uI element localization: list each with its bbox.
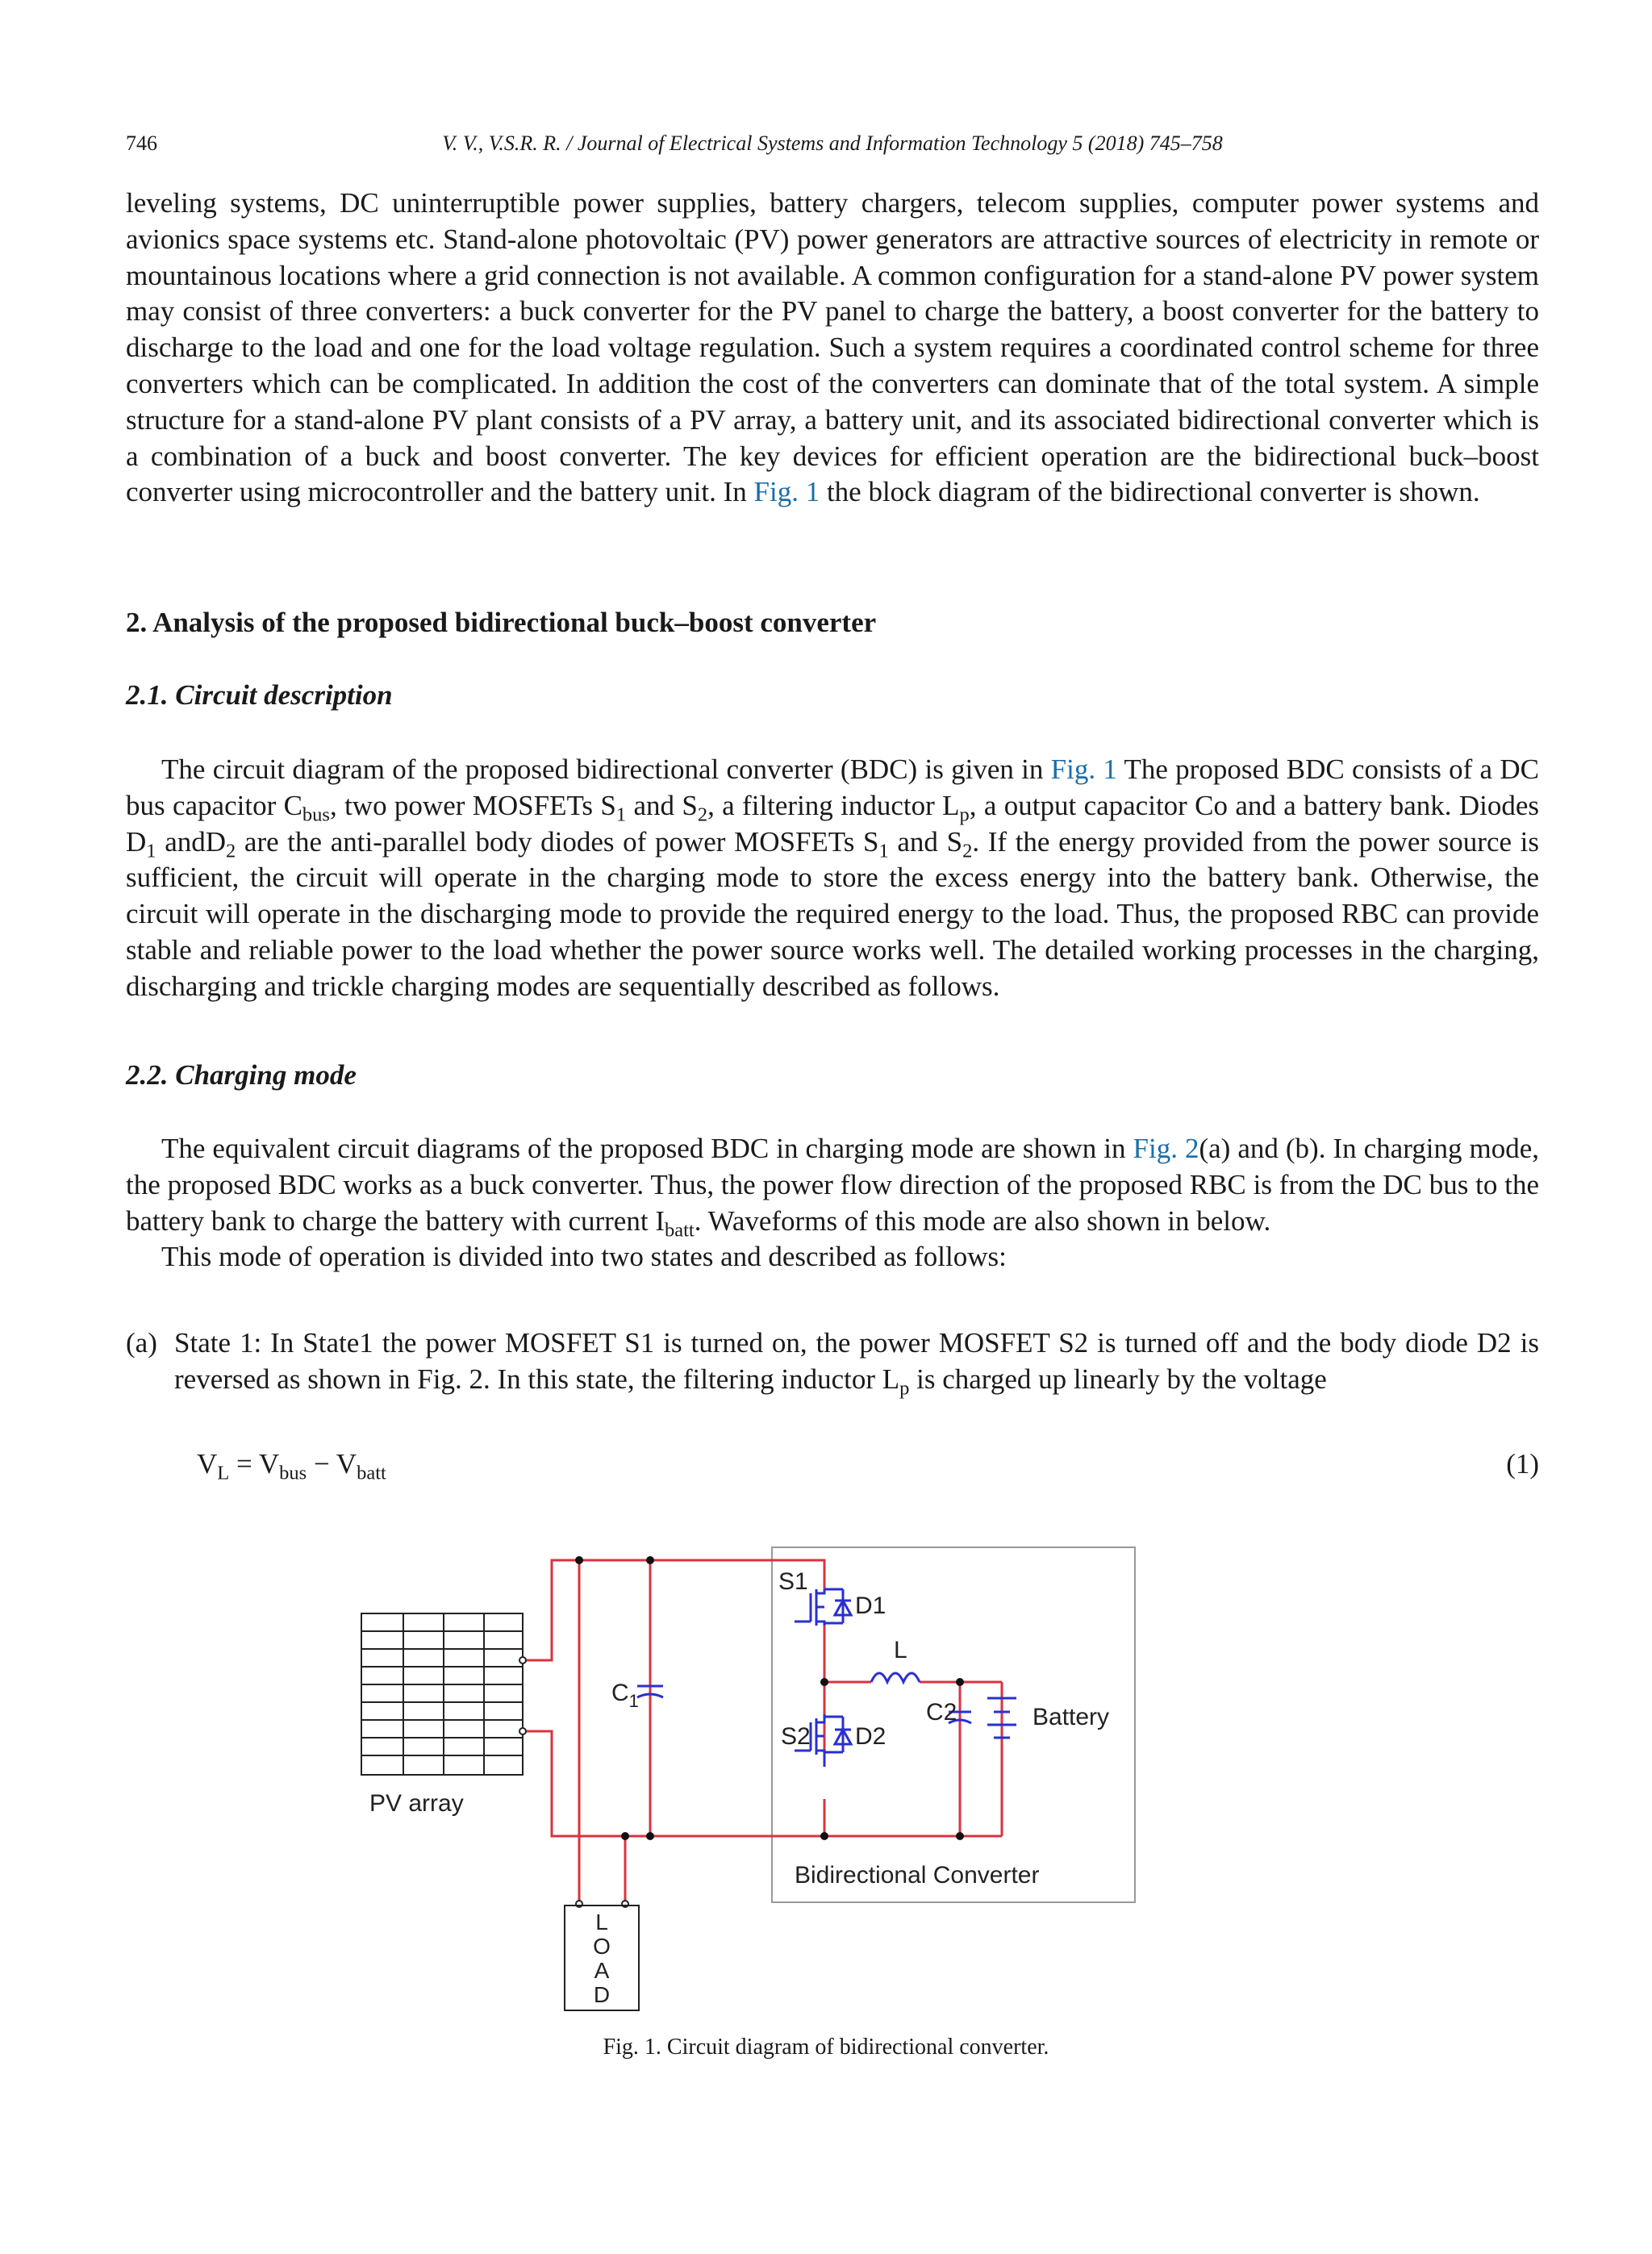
c1-label: $C_1$ — [611, 1680, 639, 1711]
load-letter-2: O — [593, 1934, 611, 1959]
d2-label: D2 — [855, 1723, 886, 1750]
journal-citation: V. V., V.S.R. R. / Journal of Electrical Systems and Information Technology 5 (2018) 745–758 — [442, 131, 1223, 155]
list-label: (a) — [126, 1327, 157, 1359]
battery-label: Battery — [1032, 1704, 1110, 1730]
l-label: L — [894, 1637, 907, 1663]
load-letter-4: D — [593, 1982, 611, 2007]
load-letter-3: A — [594, 1958, 610, 1983]
fig2-link[interactable]: Fig. 2 — [1133, 1133, 1199, 1164]
s2-label: S2 — [781, 1723, 811, 1750]
section-2-2-heading: 2.2. Charging mode — [126, 1059, 357, 1091]
running-header — [126, 131, 1539, 164]
section-2-1-heading: 2.1. Circuit description — [126, 679, 393, 711]
equation-number: (1) — [1506, 1448, 1539, 1480]
circuit-diagram — [339, 1533, 1307, 2049]
c2-label: C2 — [926, 1699, 957, 1726]
list-body: State 1: In State1 the power MOSFET S1 is turned on, the power MOSFET S2 is turned off and the body diode D2 is reversed as shown in Fig. 2. In this state, the filtering inductor $L_p$ is charged up linearly by the voltage — [174, 1327, 1539, 1400]
load-letter-1: L — [595, 1910, 608, 1935]
s1-label: S1 — [778, 1568, 808, 1595]
fig1-link[interactable]: Fig. 1 — [753, 476, 820, 508]
pv-array-label: PV array — [369, 1790, 464, 1817]
d1-label: D1 — [855, 1592, 886, 1619]
fig1-link-2[interactable]: Fig. 1 — [1050, 753, 1117, 785]
charging-mode-paragraph: The equivalent circuit diagrams of the proposed BDC in charging mode are shown in Fig. 2(a) and (b). In charging mode, the proposed BDC works as a buck converter. Thus, the power flow direction of the proposed RBC is from the DC bus to the battery bank to charge the battery with current $I_{batt}$. Waveforms of this mode are also shown in below. — [126, 1133, 1539, 1241]
figure-1 — [339, 1533, 1307, 2049]
mode-states-paragraph: This mode of operation is divided into two states and described as follows: — [161, 1241, 1007, 1272]
inductor-l — [871, 1673, 920, 1682]
section-2-heading: 2. Analysis of the proposed bidirectional buck–boost converter — [126, 607, 877, 638]
converter-label: Bidirectional Converter — [795, 1862, 1040, 1889]
intro-paragraph: leveling systems, DC uninterruptible power supplies, battery chargers, telecom supplies, computer power systems and avionics space systems etc. Stand-alone photovoltaic (PV) power generators are attractive sources of electricity in remote or mountainous locations where a grid connection is not available. A common configuration for a stand-alone PV power system may consist of three converters: a buck converter for the PV panel to charge the battery, a boost converter for the battery to discharge to the load and one for the load voltage regulation. Such a system requires a coordinated control scheme for three converters which can be complicated. In addition the cost of the converters can dominate that of the total system. A simple structure for a stand-alone PV plant consists of a PV array, a battery unit, and its associated bidirectional converter which is a combination of a buck and boost converter. The key devices for efficient operation are the bidirectional buck–boost converter using microcontroller and the battery unit. In Fig. 1 the block diagram of the bidirectional converter is shown. — [126, 187, 1539, 508]
circuit-description-paragraph: The circuit diagram of the proposed bidirectional converter (BDC) is given in Fig. 1 The proposed BDC consists of a DC bus capacitor $C_{bus}$, two power MOSFETs $S_1$ and $S_2$, a filtering inductor $L_p$, a output capacitor Co and a battery bank. Diodes $D_1$ andD$_2$ are the anti-parallel body diodes of power MOSFETs $S_1$ and $S_2$. If the energy provided from the power source is sufficient, the circuit will operate in the charging mode to store the excess energy into the battery bank. Otherwise, the circuit will operate in the discharging mode to provide the required energy to the load. Thus, the proposed RBC can provide stable and reliable power to the load whether the power source works well. The detailed working processes in the charging, discharging and trickle charging modes are sequentially described as follows. — [126, 753, 1540, 1002]
equation-1: $V_L = V_{bus} - V_{batt}$ — [197, 1448, 386, 1484]
red-wiring — [523, 1560, 1002, 1904]
figure-1-caption: Fig. 1. Circuit diagram of bidirectional converter. — [603, 2035, 1049, 2060]
pv-array-grid — [361, 1613, 523, 1775]
page-number: 746 — [126, 131, 157, 155]
list-item-a — [126, 1325, 1539, 1398]
